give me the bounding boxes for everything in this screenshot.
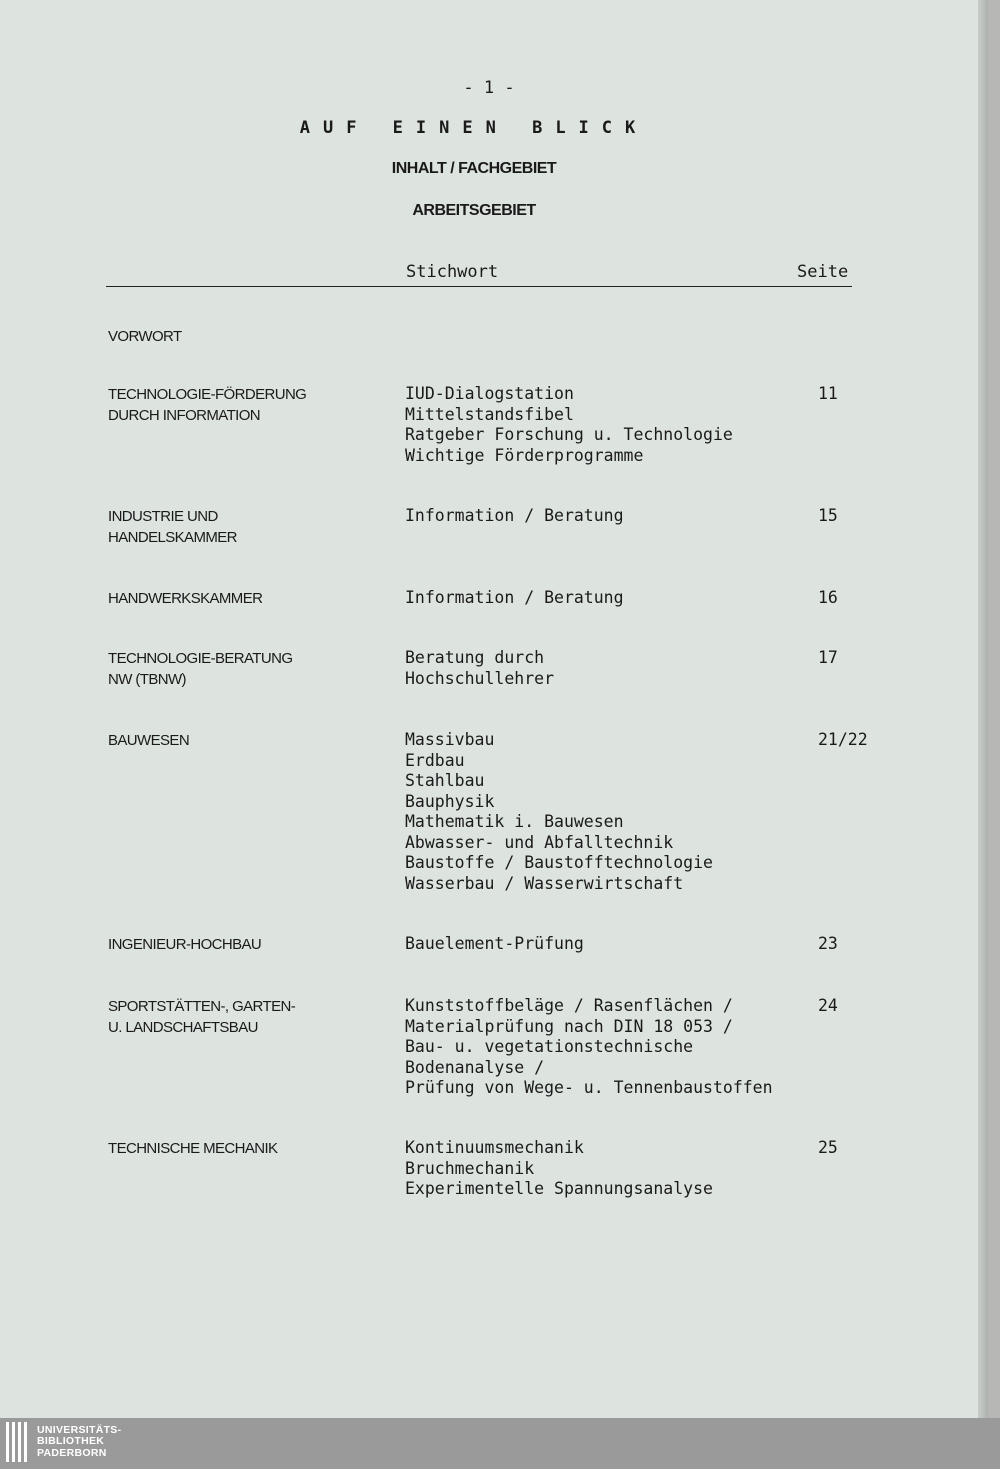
keyword-line: Kontinuumsmechanik: [405, 1138, 584, 1157]
category-line: BAUWESEN: [108, 732, 190, 749]
entry-category: [108, 934, 368, 955]
keyword-line: Ratgeber Forschung u. Technologie: [405, 425, 733, 444]
entry-keywords: [405, 588, 805, 609]
logo-bars-icon: [6, 1422, 27, 1462]
keyword-line: Experimentelle Spannungsanalyse: [405, 1179, 713, 1198]
entry-category: [108, 506, 368, 548]
entry-category: [108, 326, 368, 347]
category-line: DURCH INFORMATION: [108, 407, 261, 424]
keyword-line: Stahlbau: [405, 771, 485, 790]
entry-page-number: 15: [818, 506, 838, 525]
category-line: TECHNOLOGIE-BERATUNG: [108, 650, 293, 667]
entry-page-number: 25: [818, 1138, 838, 1157]
entry-keywords: [405, 730, 805, 894]
keyword-line: Information / Beratung: [405, 588, 624, 607]
category-line: HANDELSKAMMER: [108, 529, 237, 546]
keyword-line: Baustoffe / Baustofftechnologie: [405, 853, 713, 872]
category-line: U. LANDSCHAFTSBAU: [108, 1019, 258, 1036]
keyword-line: Kunststoffbeläge / Rasenflächen /: [405, 996, 733, 1015]
category-line: TECHNOLOGIE-FÖRDERUNG: [108, 386, 307, 403]
entry-page-number: 24: [818, 996, 838, 1015]
page-edge-shadow: [988, 0, 1000, 1418]
keyword-line: Bruchmechanik: [405, 1158, 535, 1178]
entry-category: [108, 384, 368, 426]
category-line: VORWORT: [108, 328, 182, 345]
entry-keywords: [405, 506, 805, 527]
entry-category: [108, 588, 368, 609]
entry-category: [108, 730, 368, 751]
entry-keywords: [405, 1138, 805, 1200]
category-line: NW (TBNW): [108, 671, 186, 688]
keyword-line: Mittelstandsfibel: [405, 404, 574, 424]
entry-page-number: 17: [818, 648, 838, 667]
category-line: TECHNISCHE MECHANIK: [108, 1140, 278, 1157]
keyword-line: IUD-Dialogstation: [405, 384, 574, 403]
page-title: AUF EINEN BLICK: [299, 118, 649, 138]
keyword-line: Wichtige Förderprogramme: [405, 445, 644, 465]
keyword-line: Mathematik i. Bauwesen: [405, 812, 624, 831]
keyword-line: Abwasser- und Abfalltechnik: [405, 832, 674, 852]
entry-page-number: 16: [818, 588, 838, 607]
keyword-line: Beratung durch: [405, 648, 545, 667]
entry-category: [108, 996, 368, 1038]
keyword-line: Massivbau: [405, 730, 495, 749]
entry-page-number: 21/22: [818, 730, 868, 749]
keyword-line: Information / Beratung: [405, 506, 624, 525]
entry-category: [108, 648, 368, 690]
page-edge: [978, 0, 988, 1418]
category-line: SPORTSTÄTTEN-, GARTEN-: [108, 998, 296, 1015]
library-logo: [6, 1420, 121, 1464]
keyword-line: Bodenanalyse /: [405, 1057, 545, 1077]
keyword-line: Prüfung von Wege- u. Tennenbaustoffen: [405, 1078, 773, 1097]
keyword-line: Bau- u. vegetationstechnische: [405, 1037, 694, 1056]
keyword-line: Bauelement-Prüfung: [405, 934, 584, 953]
entry-keywords: [405, 996, 805, 1099]
keyword-line: Materialprüfung nach DIN 18 053 /: [405, 1016, 733, 1036]
keyword-line: Bauphysik: [405, 791, 495, 811]
logo-text: UNIVERSITÄTS- BIBLIOTHEK PADERBORN: [37, 1423, 122, 1459]
page-number: - 1 -: [463, 78, 515, 98]
keyword-line: Wasserbau / Wasserwirtschaft: [405, 873, 684, 893]
category-line: INDUSTRIE UND: [108, 508, 218, 525]
header-rule: [106, 286, 852, 287]
entry-keywords: [405, 934, 805, 955]
entry-keywords: [405, 384, 805, 466]
subtitle-arbeitsgebiet: ARBEITSGEBIET: [412, 202, 536, 219]
subtitle-inhalt: INHALT / FACHGEBIET: [391, 160, 557, 177]
category-line: HANDWERKSKAMMER: [108, 590, 263, 607]
category-line: INGENIEUR-HOCHBAU: [108, 936, 262, 953]
entry-category: [108, 1138, 368, 1159]
column-header-keyword: Stichwort: [406, 262, 499, 282]
keyword-line: Hochschullehrer: [405, 668, 555, 688]
entry-page-number: 23: [818, 934, 838, 953]
keyword-line: Erdbau: [405, 750, 465, 770]
entry-keywords: [405, 648, 805, 689]
column-header-page: Seite: [797, 262, 849, 282]
entry-page-number: 11: [818, 384, 838, 403]
